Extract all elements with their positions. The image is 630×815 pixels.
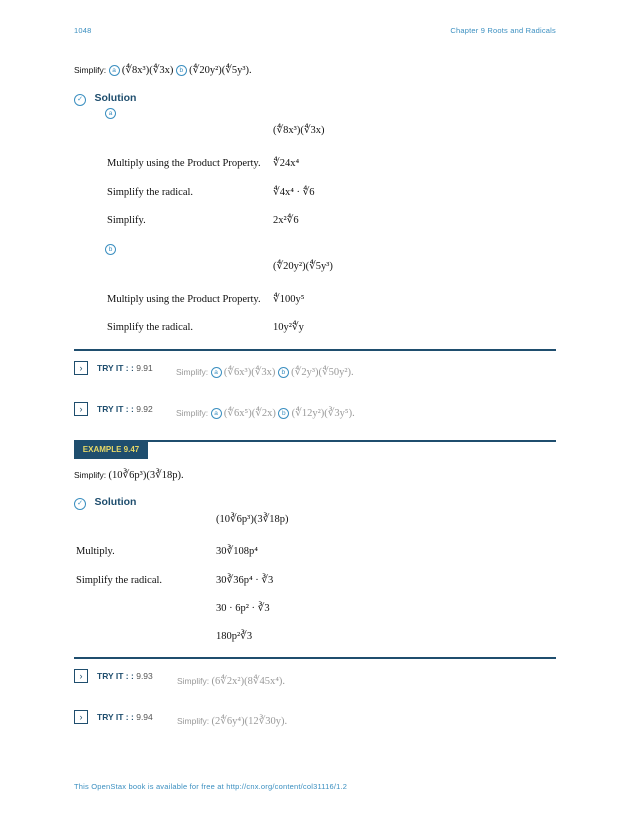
step-label: Simplify. [107,215,146,226]
try-it-prompt [176,407,355,419]
part-b-marker: b [176,65,187,76]
try-it-prompt-text: Simplify: [176,408,209,418]
solution-heading [74,88,136,106]
try-it-number: 9.94 [136,712,153,722]
section-divider [74,657,556,659]
step-result: ∜24x⁴ [273,158,300,169]
step-label: Simplify the radical. [107,187,194,198]
try-it-prompt [176,366,354,378]
part-a-marker: a [211,367,222,378]
step-result: ∜100y⁵ [273,294,305,305]
try-it-prompt-text: Simplify: [177,716,210,726]
expand-chevron-icon[interactable]: › [74,710,88,724]
part-a-marker: a [211,408,222,419]
try-it-expr-a: (∜6x³)(∜3x) [223,367,276,378]
try-it-number: 9.92 [136,404,153,414]
part-b-marker: b [278,408,289,419]
try-it-title [97,712,153,722]
step-label: Simplify the radical. [107,322,194,333]
expand-chevron-icon[interactable]: › [74,669,88,683]
problem-prompt: Simplify: [74,65,107,75]
step-result: 10y²∜y [273,322,304,333]
step-result: 180p²∛3 [216,631,253,642]
check-icon: ✓ [74,94,86,106]
step-result: 30∛36p⁴ · ∛3 [216,575,274,586]
problem-statement [74,64,252,76]
part-b-marker: b [278,367,289,378]
try-it-prompt [177,715,287,727]
problem-expr-b: (∜20y²)(∜5y³). [189,65,252,76]
step-result: 30∛108p⁴ [216,546,258,557]
footer-text: This OpenStax book is available for free at http://cnx.org/content/col31116/1.2 [74,782,348,791]
try-it-prompt-text: Simplify: [176,367,209,377]
part-a-marker: a [109,65,120,76]
try-it-number: 9.91 [136,363,153,373]
try-it-expr-b: (∜2y³)(∜50y²). [291,367,354,378]
example-start: (10∛6p³)(3∛18p) [216,514,289,525]
try-it-expr-b: (∜12y²)(∛3y⁵). [291,408,355,419]
page-number: 1048 [74,26,92,35]
solution-label: Solution [94,92,137,104]
try-it-label: TRY IT : : [97,671,134,681]
try-it-expr: (6∜2x²)(8∜45x⁴). [211,676,286,687]
example-solution-heading [74,492,136,510]
step-result: 30 · 6p² · ∛3 [216,603,270,614]
example-statement [74,469,184,481]
try-it-label: TRY IT : : [97,404,134,414]
expand-chevron-icon[interactable]: › [74,361,88,375]
expand-chevron-icon[interactable]: › [74,402,88,416]
example-tab: EXAMPLE 9.47 [74,441,148,459]
try-it-prompt [177,675,285,687]
try-it-expr: (2∜6y⁴)(12∛30y). [211,716,288,727]
try-it-expr-a: (∜6x⁵)(∜2x) [223,408,276,419]
try-it-title [97,363,153,373]
step-label: Multiply using the Product Property. [107,294,261,305]
chapter-title: Chapter 9 Roots and Radicals [450,26,556,35]
step-label: Multiply. [76,546,115,557]
part-b-solution-marker: b [105,244,116,255]
step-result: 2x²∜6 [273,215,299,226]
try-it-prompt-text: Simplify: [177,676,210,686]
part-b-start: (∜20y²)(∜5y³) [273,261,333,272]
example-expr: (10∛6p³)(3∛18p). [108,470,184,481]
step-result: ∜4x⁴ · ∜6 [273,187,315,198]
part-a-start: (∜8x³)(∜3x) [273,125,325,136]
solution-label: Solution [94,496,137,508]
step-label: Multiply using the Product Property. [107,158,261,169]
try-it-number: 9.93 [136,671,153,681]
example-prompt: Simplify: [74,470,107,480]
section-divider [74,349,556,351]
part-a-solution-marker: a [105,108,116,119]
problem-expr-a: (∜8x³)(∜3x) [121,65,174,76]
try-it-label: TRY IT : : [97,363,134,373]
try-it-label: TRY IT : : [97,712,134,722]
step-label: Simplify the radical. [76,575,163,586]
try-it-title [97,404,153,414]
check-icon: ✓ [74,498,86,510]
try-it-title [97,671,153,681]
